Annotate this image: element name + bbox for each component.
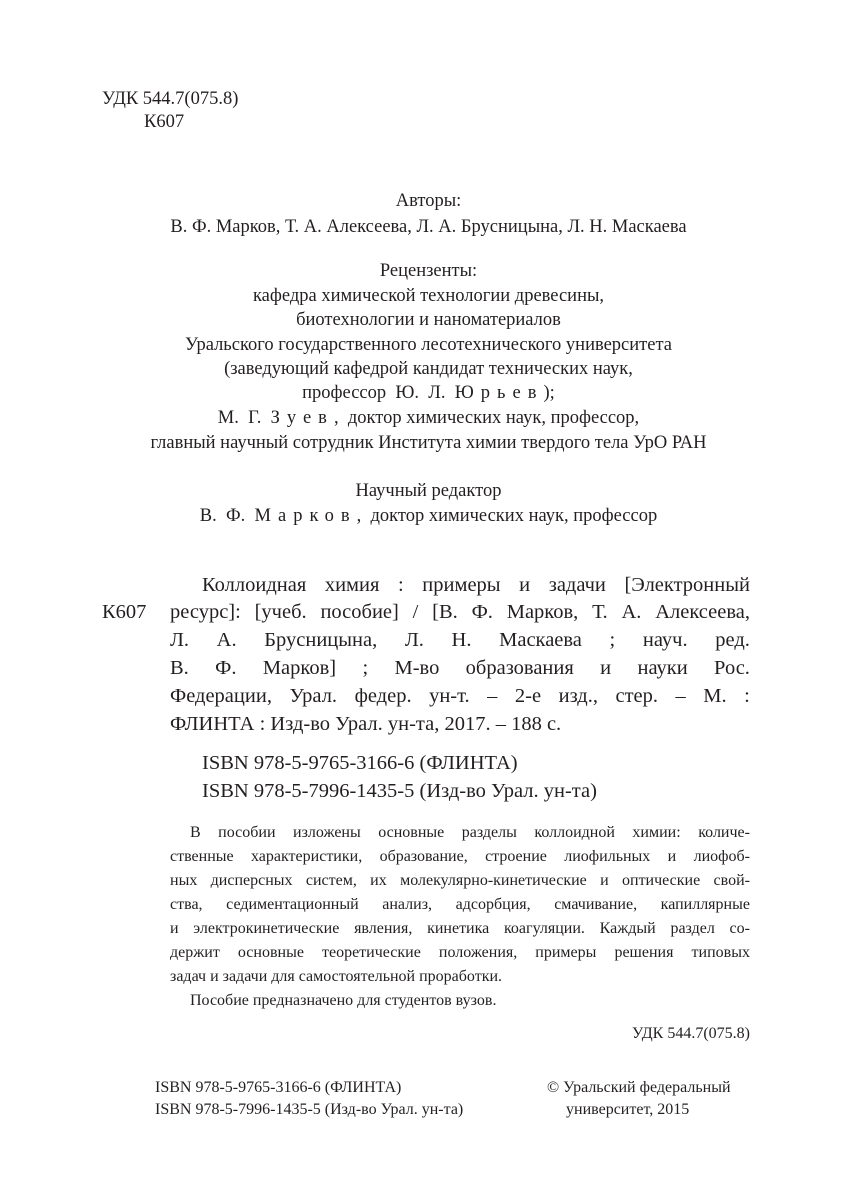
udk-code: УДК 544.7(075.8)	[102, 89, 239, 109]
word: свой-	[713, 872, 750, 889]
word: :	[398, 574, 404, 596]
word: молекулярно-кинетические	[400, 872, 587, 889]
word: Урал.	[289, 685, 338, 707]
catalog-sign: К607	[102, 601, 147, 623]
word: примеры	[422, 574, 501, 596]
word: и	[667, 848, 677, 865]
catalog-isbn-1: ISBN 978-5-9765-3166-6 (ФЛИНТА)	[202, 752, 518, 774]
catalog-line-5	[170, 684, 750, 708]
word: Ф.	[471, 601, 493, 623]
word: кинетика	[427, 920, 490, 937]
word: Алексеева,	[655, 601, 750, 623]
word: А.	[216, 629, 237, 651]
catalog-isbn-2: ISBN 978-5-7996-1435-5 (Изд-во Урал. ун-та)	[202, 780, 597, 802]
catalog-line-1	[202, 573, 750, 597]
word: химии:	[632, 824, 681, 841]
editor-line	[0, 505, 857, 527]
word: основные	[237, 944, 304, 961]
word: разделы	[461, 824, 517, 841]
word: Брусницына,	[264, 629, 378, 651]
word: их	[370, 872, 387, 889]
reviewers-line-2: биотехнологии и наноматериалов	[296, 310, 561, 330]
word: и	[519, 574, 531, 596]
annotation-udk: УДК 544.7(075.8)	[632, 1025, 750, 1042]
annotation-line-4	[170, 895, 750, 915]
reviewer-suffix: );	[543, 383, 555, 403]
word: Маскаева	[499, 629, 582, 651]
word: коллоидной	[534, 824, 615, 841]
word: М.	[703, 685, 727, 707]
word: электрокинетические	[193, 920, 340, 937]
word: ственные	[170, 848, 234, 865]
reviewer-name-yuryev: Юрьев	[454, 383, 544, 403]
word: задачи	[548, 574, 606, 596]
footer-isbn-1: ISBN 978-5-9765-3166-6 (ФЛИНТА)	[155, 1079, 402, 1096]
word: и	[170, 920, 179, 937]
editor-heading: Научный редактор	[355, 481, 502, 501]
reviewers-line-1: кафедра химической технологии древесины,	[252, 286, 605, 306]
author-sign: К607	[144, 112, 185, 132]
footer-copyright-line-2: университет, 2015	[566, 1101, 690, 1118]
word: А.	[621, 601, 642, 623]
word: положения,	[438, 944, 518, 961]
annotation-line-5	[170, 919, 750, 939]
word: федер.	[354, 685, 412, 707]
word: типовых	[691, 944, 750, 961]
word: ресурс]:	[170, 601, 241, 623]
reviewer-initials: М. Г.	[217, 408, 271, 428]
word: химия	[324, 574, 380, 596]
word: капиллярные	[660, 896, 750, 913]
reviewers-line-5	[0, 382, 857, 404]
word: лиофильных	[564, 848, 651, 865]
annotation-line-7: задач и задачи для самостоятельной проработки.	[170, 968, 503, 985]
word: со-	[729, 920, 750, 937]
editor-name: Марков	[254, 506, 357, 526]
word: Рос.	[714, 657, 750, 679]
word: держит	[170, 944, 220, 961]
word: лиофоб-	[693, 848, 750, 865]
word: ных	[170, 872, 198, 889]
word: раздел	[670, 920, 715, 937]
reviewer-name-zuev: Зуев	[270, 408, 334, 428]
catalog-line-2	[170, 600, 750, 624]
annotation-paragraph-2: Пособие предназначено для студентов вузов.	[190, 992, 497, 1009]
catalog-line-4	[170, 656, 750, 680]
authors-names: В. Ф. Марков, Т. А. Алексеева, Л. А. Брусницына, Л. Н. Маскаева	[170, 217, 687, 237]
word: :	[744, 685, 750, 707]
word: Ф.	[215, 657, 237, 679]
word: пособии	[218, 824, 276, 841]
word: [В.	[432, 601, 458, 623]
word: науч.	[642, 629, 688, 651]
word: основные	[378, 824, 445, 841]
word: ;	[609, 629, 616, 651]
word: примеры	[535, 944, 597, 961]
word: количе-	[698, 824, 750, 841]
catalog-line-3	[170, 628, 750, 652]
word: [учеб.	[254, 601, 307, 623]
authors-heading: Авторы:	[395, 191, 462, 211]
word: [Электронный	[624, 574, 750, 596]
word: –	[487, 685, 498, 707]
word: Марков]	[262, 657, 337, 679]
word: В.	[170, 657, 189, 679]
word: Каждый	[599, 920, 656, 937]
word: Н.	[451, 629, 472, 651]
word: пособие]	[320, 601, 399, 623]
word: стер.	[615, 685, 659, 707]
word: М-во	[394, 657, 440, 679]
word: ства,	[170, 896, 203, 913]
word: систем,	[305, 872, 357, 889]
editor-initials: В. Ф.	[199, 506, 255, 526]
word: 2-е	[514, 685, 542, 707]
word: и	[600, 872, 609, 889]
word: ред.	[715, 629, 750, 651]
word: оптические	[622, 872, 701, 889]
word: Федерации,	[170, 685, 272, 707]
word: анализ,	[382, 896, 433, 913]
word: теоретические	[321, 944, 421, 961]
word: коагуляции.	[503, 920, 585, 937]
word: образования	[465, 657, 574, 679]
word: Коллоидная	[202, 574, 307, 596]
word: Л.	[404, 629, 424, 651]
catalog-line-6: ФЛИНТА : Изд-во Урал. ун-та, 2017. – 188 с.	[170, 713, 562, 735]
word: Т.	[592, 601, 608, 623]
word: ;	[362, 657, 369, 679]
word: характеристики,	[251, 848, 363, 865]
word: Л.	[170, 629, 190, 651]
editor-credentials: , доктор химических наук, профессор	[356, 506, 658, 526]
word: явления,	[354, 920, 413, 937]
reviewers-line-3: Уральского государственного лесотехнического университета	[184, 335, 672, 355]
word: седиментационный	[226, 896, 359, 913]
annotation-line-1	[190, 823, 750, 843]
footer-isbn-2: ISBN 978-5-7996-1435-5 (Изд-во Урал. ун-та)	[155, 1101, 464, 1118]
reviewer-initials: профессор Ю. Л.	[302, 383, 455, 403]
reviewers-heading: Рецензенты:	[379, 261, 478, 281]
word: решения	[614, 944, 674, 961]
word: Марков,	[506, 601, 579, 623]
reviewers-line-7: главный научный сотрудник Института химии твердого тела УрО РАН	[150, 433, 707, 453]
word: и	[600, 657, 612, 679]
reviewer-credentials: , доктор химических наук, профессор,	[333, 408, 640, 428]
annotation-line-2	[170, 847, 750, 867]
footer-copyright-line-1: © Уральский федеральный	[547, 1079, 731, 1096]
word: строение	[485, 848, 547, 865]
word: В	[190, 824, 201, 841]
word: дисперсных	[210, 872, 293, 889]
word: смачивание,	[554, 896, 638, 913]
annotation-line-6	[170, 943, 750, 963]
word: адсорбция,	[455, 896, 531, 913]
word: ун-т.	[429, 685, 470, 707]
word: изложены	[293, 824, 361, 841]
reviewers-line-4: (заведующий кафедрой кандидат технических наук,	[224, 359, 633, 379]
word: –	[675, 685, 686, 707]
word: /	[412, 601, 419, 623]
annotation-line-3	[170, 871, 750, 891]
word: науки	[637, 657, 688, 679]
reviewers-line-6	[0, 407, 857, 429]
word: изд.,	[558, 685, 598, 707]
word: образование,	[379, 848, 468, 865]
